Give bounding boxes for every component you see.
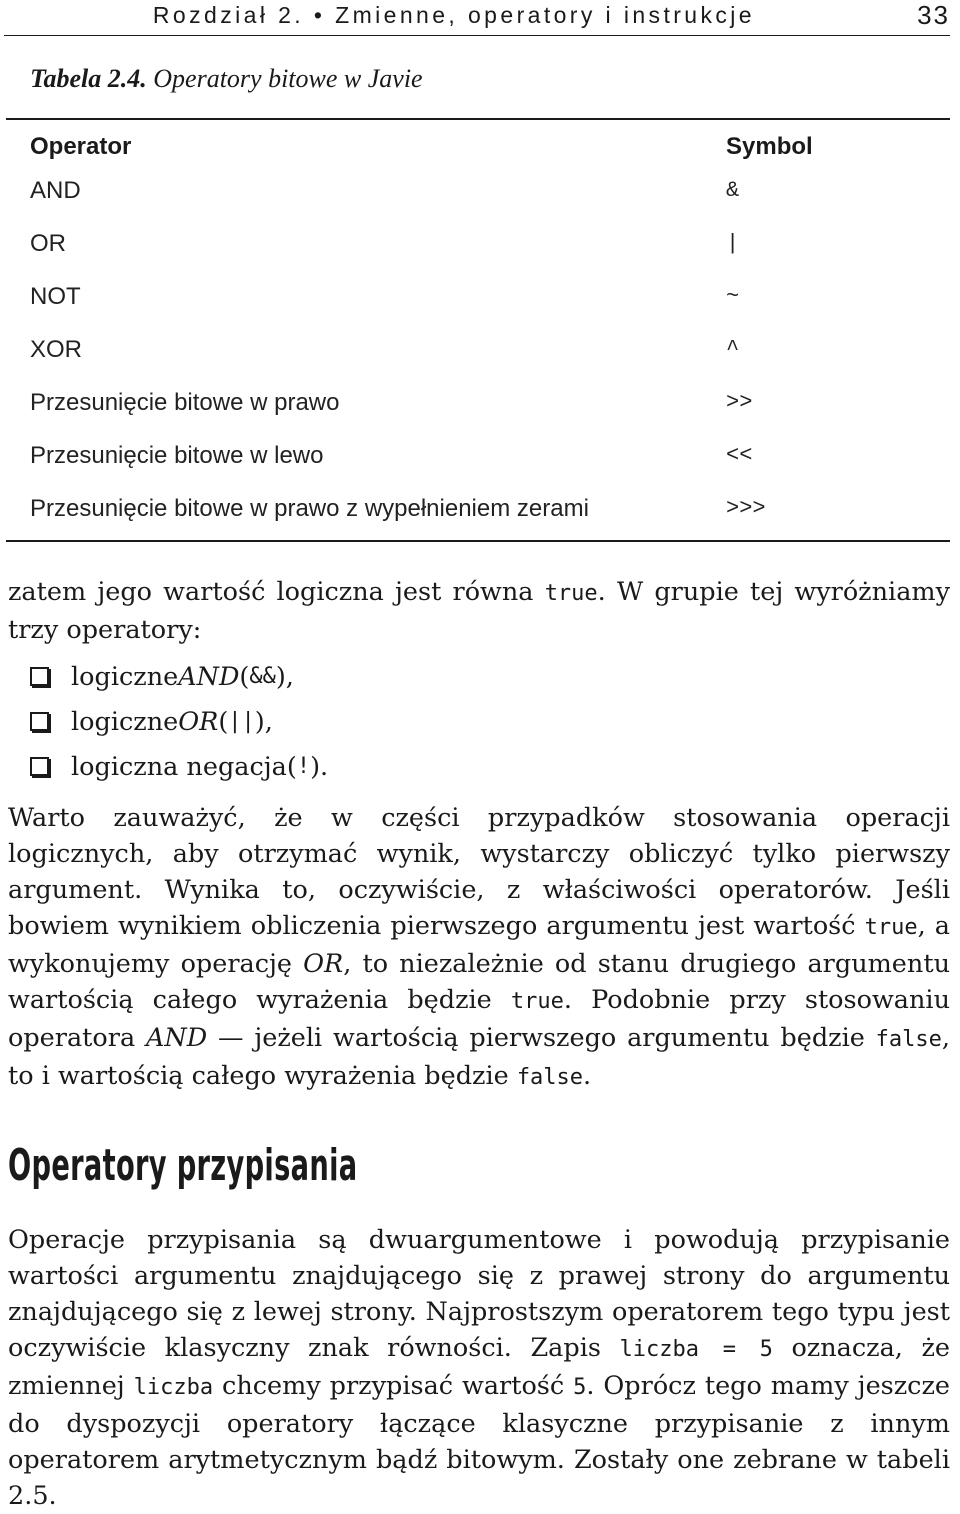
table-bottom-rule — [6, 540, 950, 542]
bullet-italic: OR — [178, 706, 219, 737]
column-header-symbol: Symbol — [726, 133, 813, 160]
column-header-operator: Operator — [30, 133, 132, 160]
header-rule — [4, 35, 950, 36]
section-heading: Operatory przypisania — [8, 1140, 358, 1191]
code-variable: liczba — [133, 1375, 214, 1400]
code-true: true — [510, 989, 564, 1014]
text-span: Operacje przypisania są dwuargumentowe i powodują przypisanie wartości argumentu znajdującego się z prawej strony do argumentu znajdującego się z lewej strony. Najprostszym operatorem tego typu jest oczywiście klasyczny znak równości. Zapis — [8, 1225, 950, 1363]
table-caption-label: Tabela 2.4. — [30, 64, 147, 93]
operator-symbol: ^ — [726, 337, 740, 362]
text-span: oznacza, że zmiennej — [8, 1333, 950, 1401]
bullet-code: || — [228, 708, 255, 734]
table-row — [30, 270, 930, 323]
paragraph-logical-intro — [8, 574, 950, 648]
chapter-title: Rozdział 2. • Zmienne, operatory i instrukcje — [152, 2, 755, 28]
running-header — [0, 0, 960, 36]
paragraph-assignment — [8, 1222, 950, 1514]
operator-symbol: >>> — [726, 496, 766, 521]
bullet-text: logiczne — [71, 661, 179, 692]
bullet-text: logiczne — [71, 706, 179, 737]
bullet-paren-close: ). — [310, 751, 329, 782]
list-item — [30, 699, 328, 744]
text-span: , to niezależnie od stanu drugiego argumentu wartością całego wyrażenia będzie — [8, 949, 950, 1015]
bullet-paren-open: ( — [286, 751, 297, 782]
code-assignment: liczba = 5 — [619, 1337, 773, 1362]
text-span: . — [583, 1061, 592, 1091]
operator-symbol: & — [726, 178, 740, 203]
operator-symbol: | — [726, 231, 740, 256]
table-caption-text: Operatory bitowe w Javie — [153, 64, 423, 93]
bullet-text: logiczna negacja — [71, 751, 287, 782]
code-true: true — [864, 915, 918, 940]
italic-and: AND — [145, 1023, 208, 1053]
code-true: true — [544, 581, 598, 606]
table-header-row — [30, 130, 930, 164]
checkbox-bullet-icon — [30, 667, 49, 686]
operator-name: NOT — [30, 282, 81, 310]
table-caption — [30, 64, 423, 94]
text-span: zatem jego wartość logiczna jest równa — [8, 577, 545, 607]
bullet-paren-close: ), — [275, 661, 294, 692]
operator-name: Przesunięcie bitowe w prawo — [30, 388, 340, 416]
table-row — [30, 482, 930, 535]
text-span: , to i wartością całego wyrażenia będzie — [8, 1023, 950, 1091]
checkbox-bullet-icon — [30, 757, 49, 776]
text-span: . W grupie tej wyróżniamy trzy operatory: — [8, 577, 950, 645]
bitwise-operators-table — [30, 130, 930, 535]
code-false: false — [875, 1027, 942, 1052]
bullet-paren-close: ), — [254, 706, 273, 737]
logical-operators-list — [30, 654, 328, 789]
text-span: chcemy przypisać wartość — [213, 1371, 574, 1401]
code-value: 5 — [573, 1375, 587, 1400]
page-number: 33 — [917, 0, 950, 30]
bullet-code: && — [249, 663, 276, 689]
operator-name: XOR — [30, 335, 83, 363]
operator-symbol: >> — [726, 390, 753, 415]
text-span: Warto zauważyć, że w części przypadków stosowania operacji logicznych, aby otrzymać wynik, wystarczy obliczyć tylko pierwszy argument. Wynika to, oczywiście, z właściwości operatorów. Jeśli bowiem wynikiem obliczenia pierwszego argumentu jest wartość — [8, 803, 950, 941]
table-row — [30, 323, 930, 376]
table-top-rule — [6, 118, 950, 120]
operator-name: AND — [30, 176, 81, 204]
table-row — [30, 164, 930, 217]
bullet-paren-open: ( — [239, 661, 250, 692]
text-span: . Podobnie przy stosowaniu operatora — [8, 985, 951, 1053]
operator-symbol: ~ — [726, 284, 740, 309]
text-span: , a wykonujemy operację — [8, 911, 950, 979]
operator-name: OR — [30, 229, 66, 257]
operator-symbol: << — [726, 443, 753, 468]
table-row — [30, 376, 930, 429]
text-span: . Oprócz tego mamy jeszcze do dyspozycji operatory łączące klasyczne przypisanie z innym operatorem arytmetycznym bądź bitowym. Zostały one zebrane w tabeli 2.5. — [8, 1371, 950, 1511]
checkbox-bullet-icon — [30, 712, 49, 731]
paragraph-short-circuit — [8, 800, 950, 1096]
table-row — [30, 429, 930, 482]
bullet-italic: AND — [178, 661, 240, 692]
list-item — [30, 744, 328, 789]
list-item — [30, 654, 328, 699]
italic-or: OR — [303, 949, 344, 979]
code-false: false — [516, 1065, 584, 1090]
text-span: — jeżeli wartością pierwszego argumentu będzie — [207, 1023, 876, 1053]
operator-name: Przesunięcie bitowe w lewo — [30, 441, 324, 469]
bullet-code: ! — [296, 753, 311, 779]
operator-name: Przesunięcie bitowe w prawo z wypełnieniem zerami — [30, 494, 589, 522]
table-row — [30, 217, 930, 270]
bullet-paren-open: ( — [218, 706, 229, 737]
